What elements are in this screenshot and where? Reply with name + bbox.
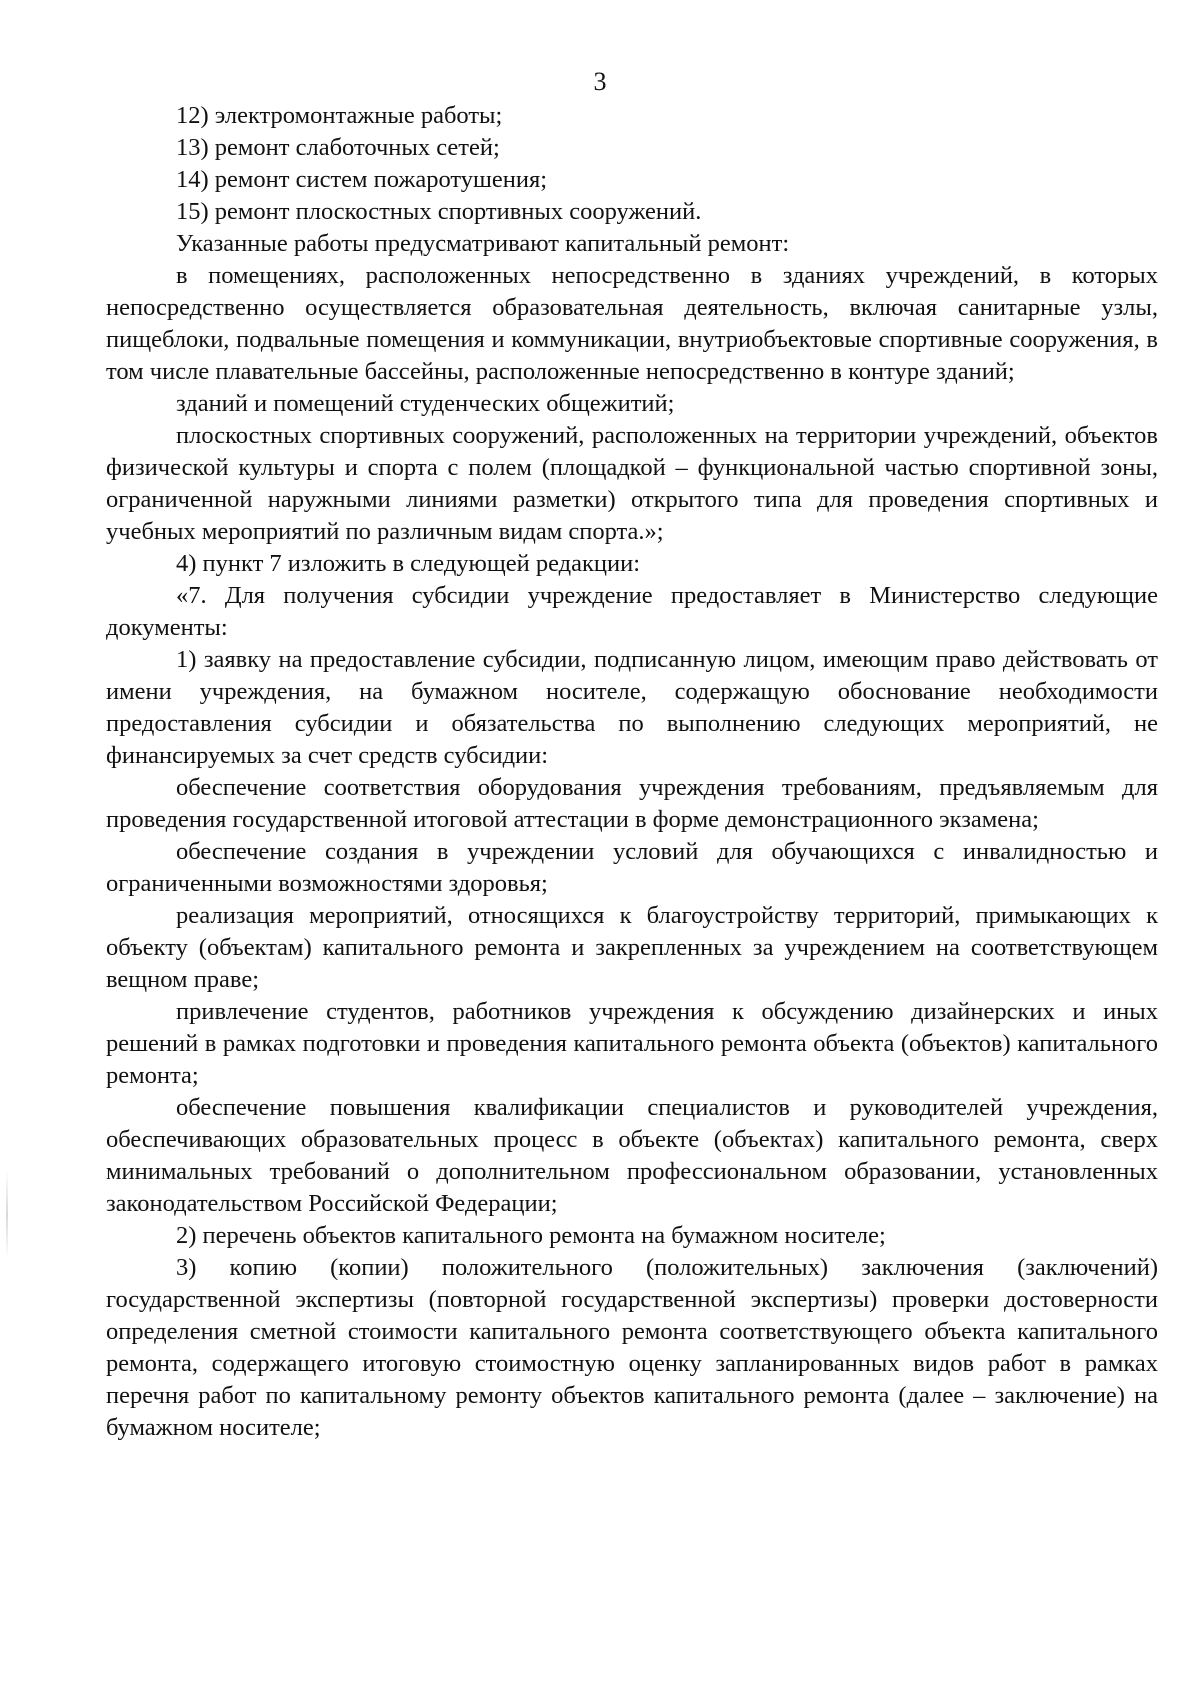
clause-7-intro-paragraph: «7. Для получения субсидии учреждение предоставляет в Министерство следующие документы: bbox=[106, 582, 1158, 641]
document-body bbox=[106, 100, 1158, 1444]
list-item-15: 15) ремонт плоскостных спортивных сооружений. bbox=[176, 198, 702, 225]
list-item-14: 14) ремонт систем пожаротушения; bbox=[176, 166, 548, 193]
doc-item-2-paragraph: 2) перечень объектов капитального ремонта на бумажном носителе; bbox=[176, 1222, 886, 1249]
list-item-12: 12) электромонтажные работы; bbox=[176, 102, 503, 129]
design-discussion-paragraph: привлечение студентов, работников учреждения к обсуждению дизайнерских и иных решений в рамках подготовки и проведения капитального ремонта объекта (объектов) капитального ремонта; bbox=[106, 998, 1158, 1089]
sports-facilities-paragraph: плоскостных спортивных сооружений, расположенных на территории учреждений, объектов физической культуры и спорта с полем (площадкой – функциональной частью спортивной зоны, ограниченной наружными линиями разметки) открытого типа для проведения спортивных и учебных мероприятий по различным видам спорта.»; bbox=[106, 422, 1158, 545]
doc-item-1-paragraph: 1) заявку на предоставление субсидии, подписанную лицом, имеющим право действовать от имени учреждения, на бумажном носителе, содержащую обоснование необходимости предоставления субсидии и обязательства по выполнению следующих мероприятий, не финансируемых за счет средств субсидии: bbox=[106, 646, 1158, 769]
doc-item-3-paragraph: 3) копию (копии) положительного (положительных) заключения (заключений) государственной экспертизы (повторной государственной экспертизы) проверки достоверности определения сметной стоимости капитального ремонта соответствующего объекта капитального ремонта, содержащего итоговую стоимостную оценку запланированных видов работ в рамках перечня работ по капитальному ремонту объектов капитального ремонта (далее – заключение) на бумажном носителе; bbox=[106, 1254, 1158, 1441]
page-number: 3 bbox=[593, 67, 607, 96]
scan-edge-mark bbox=[6, 1170, 8, 1260]
qualification-paragraph: обеспечение повышения квалификации специалистов и руководителей учреждения, обеспечивающих образовательных процесс в объекте (объектах) капитального ремонта, сверх минимальных требований о дополнительном профессиональном образовании, установленных законодательством Российской Федерации; bbox=[106, 1094, 1158, 1217]
clause-4-paragraph: 4) пункт 7 изложить в следующей редакции: bbox=[176, 550, 641, 577]
landscaping-paragraph: реализация мероприятий, относящихся к благоустройству территорий, примыкающих к объекту (объектам) капитального ремонта и закрепленных за учреждением на соответствующем вещном праве; bbox=[106, 902, 1158, 993]
equipment-compliance-paragraph: обеспечение соответствия оборудования учреждения требованиям, предъявляемым для проведения государственной итоговой аттестации в форме демонстрационного экзамена; bbox=[106, 774, 1158, 833]
works-intro-paragraph: Указанные работы предусматривают капитальный ремонт: bbox=[176, 230, 790, 257]
premises-paragraph: в помещениях, расположенных непосредственно в зданиях учреждений, в которых непосредственно осуществляется образовательная деятельность, включая санитарные узлы, пищеблоки, подвальные помещения и коммуникации, внутриобъектовые спортивные сооружения, в том числе плавательные бассейны, расположенные непосредственно в контуре зданий; bbox=[106, 262, 1158, 385]
dormitories-paragraph: зданий и помещений студенческих общежитий; bbox=[176, 390, 675, 417]
accessibility-paragraph: обеспечение создания в учреждении условий для обучающихся с инвалидностью и ограниченными возможностями здоровья; bbox=[106, 838, 1158, 897]
list-item-13: 13) ремонт слаботочных сетей; bbox=[176, 134, 500, 161]
